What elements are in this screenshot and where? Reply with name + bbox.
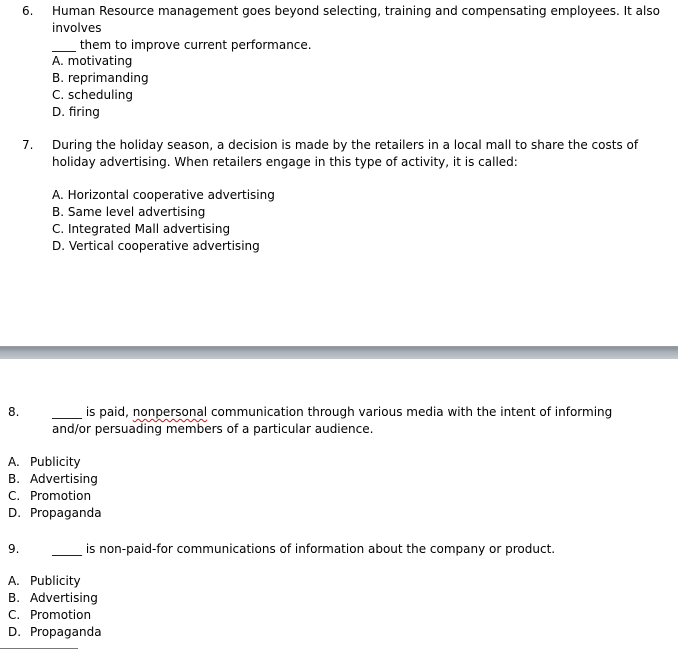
option-letter: D. — [8, 506, 22, 520]
question-6-text — [52, 3, 667, 54]
option-label: Propaganda — [30, 506, 102, 520]
option-label: Promotion — [30, 489, 92, 503]
option-letter: B. — [8, 472, 21, 486]
question-8-text — [52, 404, 652, 438]
question-6-option-c: C. scheduling — [52, 88, 133, 102]
option-letter: A. — [8, 455, 20, 469]
question-9-number: 9. — [8, 542, 20, 556]
question-9-text — [52, 541, 667, 558]
option-letter: B. — [8, 591, 21, 605]
question-7-option-d: D. Vertical cooperative advertising — [52, 239, 260, 253]
question-6-options — [52, 53, 149, 121]
page-break-separator — [0, 346, 678, 359]
question-6-option-d: D. firing — [52, 105, 100, 119]
option-letter: D. — [8, 625, 22, 639]
question-7-options — [52, 187, 275, 255]
question-9-text-rest: is non-paid-for communications of information about the company or product. — [82, 542, 556, 556]
question-8-text-before: is paid, — [82, 405, 133, 419]
question-8-option-d — [8, 505, 102, 522]
question-8-option-b — [8, 471, 102, 488]
question-7-option-c: C. Integrated Mall advertising — [52, 222, 231, 236]
question-7-option-a: A. Horizontal cooperative advertising — [52, 188, 275, 202]
question-8-number: 8. — [8, 405, 20, 419]
option-label: Publicity — [30, 455, 81, 469]
question-8-options — [8, 454, 102, 522]
question-9-option-a — [8, 573, 102, 590]
question-7-number: 7. — [22, 138, 34, 152]
question-8-blank: _____ — [52, 405, 82, 419]
question-6-option-b: B. reprimanding — [52, 71, 149, 85]
question-8-text-after: communication through various media with the intent of informing and/or persuading members of a particular audience. — [52, 405, 613, 436]
question-9-blank: _____ — [52, 542, 82, 556]
question-8-option-c — [8, 488, 102, 505]
question-6-line2: them to improve current performance. — [76, 38, 312, 52]
option-letter: A. — [8, 574, 20, 588]
option-letter: C. — [8, 489, 21, 503]
question-6-option-a: A. motivating — [52, 54, 133, 68]
option-label: Advertising — [30, 591, 98, 605]
spellcheck-flagged-word[interactable]: nonpersonal — [132, 405, 208, 419]
question-6-number: 6. — [22, 4, 34, 18]
option-label: Publicity — [30, 574, 81, 588]
question-9-options — [8, 573, 102, 641]
document-page-bottom — [0, 359, 678, 652]
question-8-option-a — [8, 454, 102, 471]
question-9-option-b — [8, 590, 102, 607]
option-letter: C. — [8, 608, 21, 622]
question-6-blank: ____ — [52, 38, 76, 52]
question-7-option-b: B. Same level advertising — [52, 205, 206, 219]
question-9-option-c — [8, 607, 102, 624]
question-9-option-d — [8, 624, 102, 641]
option-label: Promotion — [30, 608, 92, 622]
footnote-divider — [0, 648, 78, 649]
question-6-line1: Human Resource management goes beyond selecting, training and compensating employees. It also involves — [52, 4, 660, 35]
question-7-text: During the holiday season, a decision is made by the retailers in a local mall to share the costs of holiday advertising. When retailers engage in this type of activity, it is called: — [52, 138, 639, 169]
option-label: Advertising — [30, 472, 98, 486]
option-label: Propaganda — [30, 625, 102, 639]
